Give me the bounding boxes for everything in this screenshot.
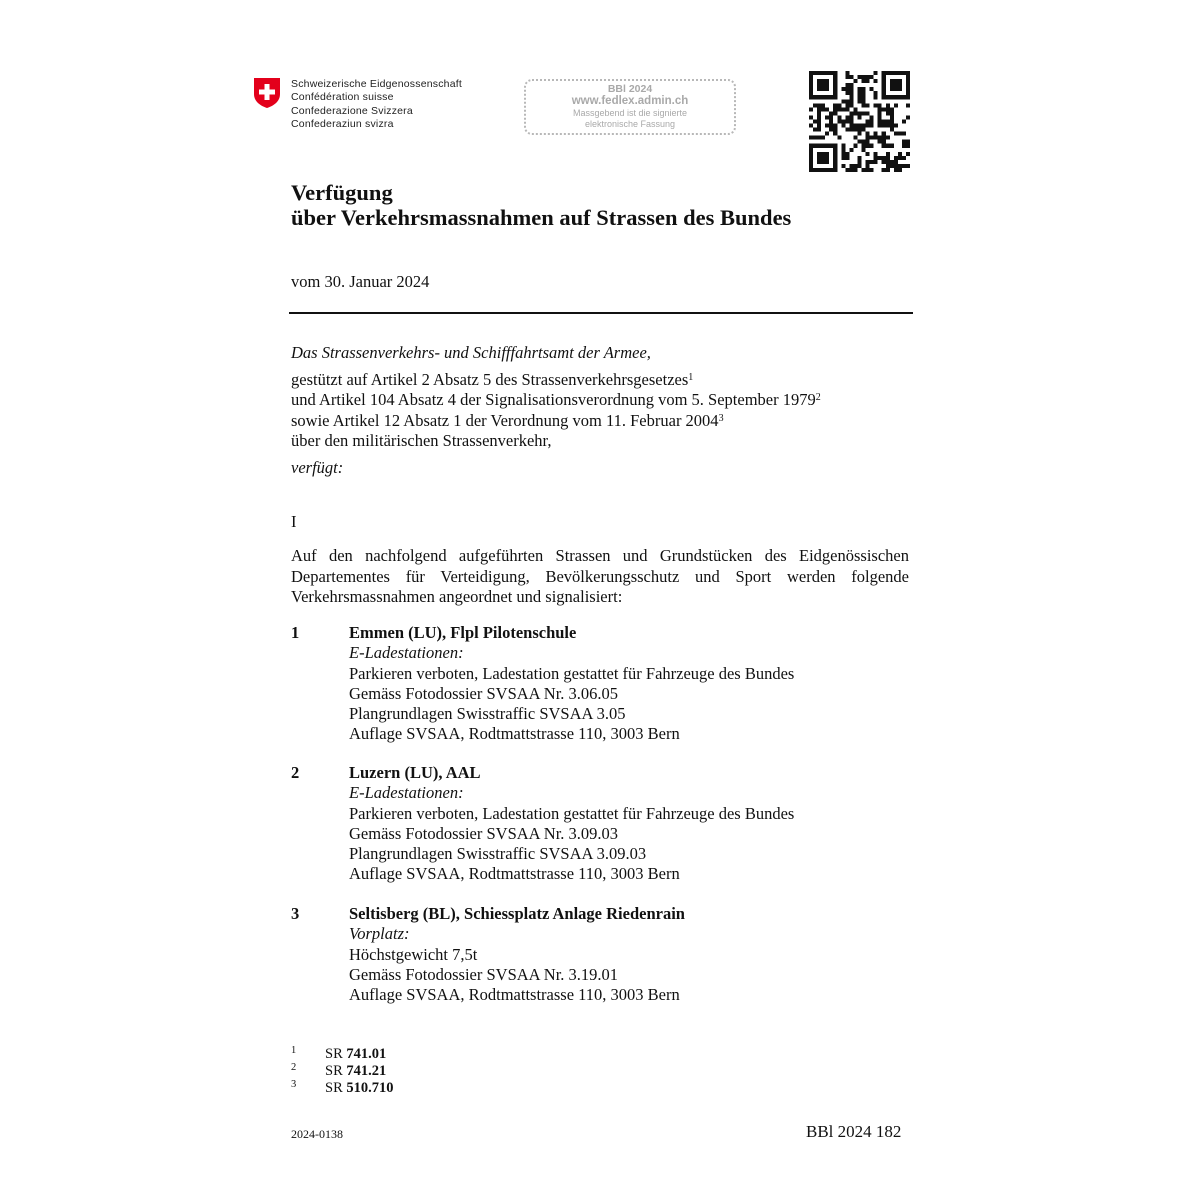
item-line: Auflage SVSAA, Rodtmattstrasse 110, 3003 Bern (349, 864, 680, 884)
item-number: 1 (291, 623, 300, 642)
footnote-ref[interactable]: 1 (688, 371, 694, 383)
preamble (291, 343, 911, 478)
publication-stamp (524, 79, 736, 135)
item-line: Plangrundlagen Swisstraffic SVSAA 3.05 (349, 704, 626, 724)
footnote-link[interactable]: 741.21 (346, 1063, 387, 1079)
decree-word: verfügt: (291, 457, 344, 477)
item-line: Gemäss Fotodossier SVSAA Nr. 3.09.03 (349, 823, 619, 843)
item-location: Luzern (LU), AAL (349, 763, 481, 782)
item-line: Parkieren verboten, Ladestation gestattet für Fahrzeuge des Bundes (349, 803, 795, 823)
stamp-note-2: elektronische Fassung (584, 119, 676, 129)
measure-item (291, 904, 911, 1005)
document-title (291, 180, 791, 230)
item-location: Seltisberg (BL), Schiessplatz Anlage Riedenrain (349, 904, 685, 923)
item-line: Plangrundlagen Swisstraffic SVSAA 3.09.03 (349, 844, 647, 864)
legal-basis-line: über den militärischen Strassenverkehr, (291, 431, 552, 450)
title-line-2: über Verkehrsmassnahmen auf Strassen des Bundes (291, 205, 792, 230)
item-number: 2 (291, 763, 300, 782)
swiss-crest-icon (253, 77, 281, 109)
authority-name-de: Schweizerische Eidgenossenschaft (291, 78, 462, 90)
item-number: 3 (291, 904, 300, 923)
item-line: Höchstgewicht 7,5t (349, 944, 478, 964)
item-line: Parkieren verboten, Ladestation gestattet für Fahrzeuge des Bundes (349, 663, 795, 683)
authority-name-it: Confederazione Svizzera (291, 104, 413, 117)
item-line: Auflage SVSAA, Rodtmattstrasse 110, 3003 Bern (349, 985, 680, 1005)
qr-code-icon (809, 71, 910, 172)
item-subheading: E-Ladestationen: (349, 783, 464, 803)
footnote-number: 2 (291, 1062, 297, 1073)
footnote-ref[interactable]: 3 (718, 412, 724, 424)
footnote-link[interactable]: 510.710 (346, 1080, 394, 1096)
item-subheading: E-Ladestationen: (349, 643, 464, 663)
item-line: Auflage SVSAA, Rodtmattstrasse 110, 3003 Bern (349, 724, 680, 744)
document-date: vom 30. Januar 2024 (291, 272, 430, 291)
authority-name-fr: Confédération suisse (291, 91, 394, 104)
issuing-authority: Das Strassenverkehrs- und Schifffahrtsamt der Armee, (291, 343, 651, 362)
footnote-number: 1 (291, 1045, 297, 1056)
measure-item (291, 623, 911, 745)
title-line-1: Verfügung (291, 180, 393, 205)
footnote-number: 3 (291, 1079, 297, 1090)
legal-basis-line: und Artikel 104 Absatz 4 der Signalisationsverordnung vom 5. September 1979$^2$ (291, 390, 821, 409)
item-line: Gemäss Fotodossier SVSAA Nr. 3.06.05 (349, 683, 619, 703)
stamp-url: www.fedlex.admin.ch (571, 95, 689, 107)
section-intro: Auf den nachfolgend aufgeführten Strassen und Grundstücken des Eidgenössischen Departementes für Verteidigung, Bevölkerungsschutz und Sport werden folgende Verkehrsmassnahmen angeordnet und signalisiert: (291, 546, 909, 607)
authority-name-rm: Confederaziun svizra (291, 117, 394, 130)
measure-item (291, 763, 911, 885)
stamp-note-1: Massgebend ist die signierte (572, 108, 688, 118)
item-line: Gemäss Fotodossier SVSAA Nr. 3.19.01 (349, 964, 619, 984)
legal-basis-line: sowie Artikel 12 Absatz 1 der Verordnung vom 11. Februar 2004$^3$ (291, 410, 724, 430)
stamp-publication: BBl 2024 (607, 83, 653, 95)
legal-basis-line: gestützt auf Artikel 2 Absatz 5 des Strassenverkehrsgesetzes$^1$ (291, 369, 694, 389)
item-subheading: Vorplatz: (349, 924, 410, 944)
authority-names (291, 78, 462, 131)
title-divider (289, 312, 913, 314)
footnote-ref[interactable]: 2 (815, 392, 821, 403)
bbl-reference: BBl 2024 182 (806, 1122, 902, 1141)
section-number: I (291, 512, 297, 531)
footnote-link[interactable]: 741.01 (346, 1046, 387, 1062)
document-id: 2024-0138 (291, 1127, 343, 1141)
item-location: Emmen (LU), Flpl Pilotenschule (349, 623, 577, 642)
